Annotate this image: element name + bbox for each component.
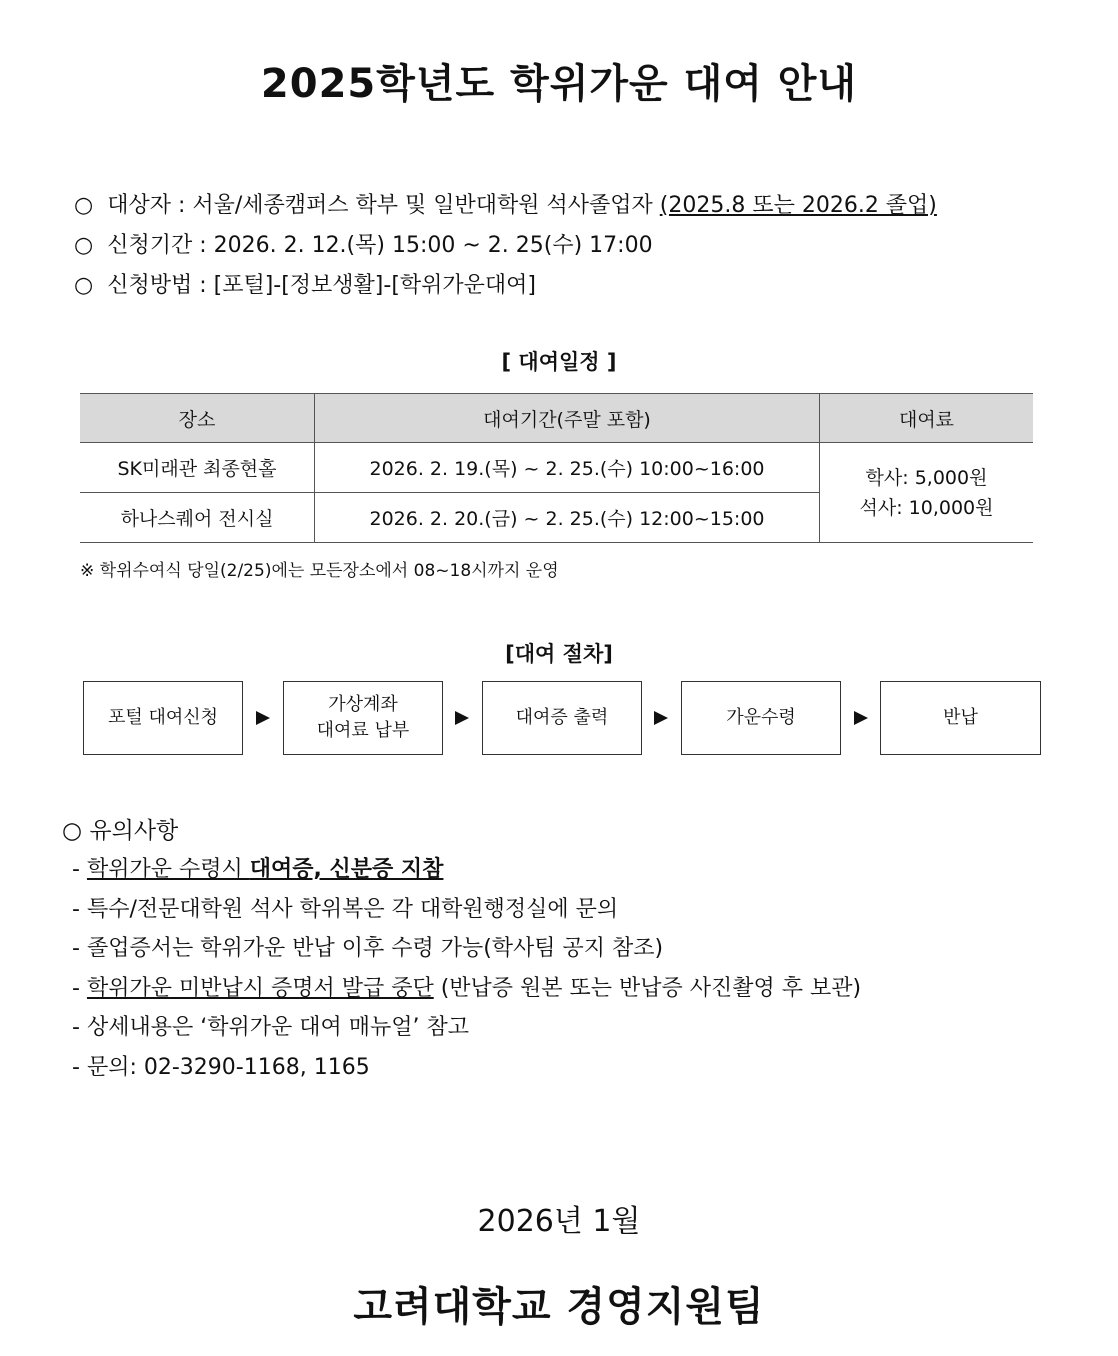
method-text: 신청방법 : [포털]-[정보생활]-[학위가운대여] [107,273,537,298]
place-cell: SK미래관 최종현홀 [80,443,315,493]
circle-bullet-icon: ○ [74,233,94,258]
circle-bullet-icon: ○ [74,273,94,298]
contact-text: 문의: 02-3290-1168, 1165 [86,1055,370,1080]
header-place: 장소 [80,394,315,443]
caution-text: 상세내용은 ‘학위가운 대여 매뉴얼’ 참고 [86,1015,469,1040]
caution-item [72,852,443,883]
caution-text: (반납증 원본 또는 반납증 사진촬영 후 보관) [433,976,862,1001]
step-portal-apply [83,681,243,755]
table-header-row [80,394,1033,443]
target-graduation-period: (2025.8 또는 2026.2 졸업) [659,193,937,218]
schedule-title: [ 대여일정 ] [501,350,617,374]
caution-item [72,1050,370,1081]
caution-underlined: 학위가운 미반납시 증명서 발급 중단 [86,976,434,1001]
period-cell: 2026. 2. 20.(금) ~ 2. 25.(수) 12:00~15:00 [315,493,820,543]
header-fee: 대여료 [820,394,1034,443]
schedule-note: ※ 학위수여식 당일(2/25)에는 모든장소에서 08~18시까지 운영 [80,561,559,581]
caution-text [87,857,443,882]
info-period [74,228,653,259]
step-label: 가상계좌 [328,694,398,715]
caution-plain: 학위가운 수령시 [86,857,250,882]
cautions-header: ○ 유의사항 [62,818,179,844]
caution-text: 졸업증서는 학위가운 반납 이후 수령 가능(학사팀 공지 참조) [86,936,664,961]
step-label: 반납 [943,707,978,728]
organization-name: 고려대학교 경영지원팀 [353,1284,765,1330]
period-cell: 2026. 2. 19.(목) ~ 2. 25.(수) 10:00~16:00 [315,443,820,493]
arrow-right-icon [851,708,871,728]
arrow-right-icon [253,708,273,728]
arrow-right-icon [452,708,472,728]
step-label: 대여증 출력 [515,707,609,728]
schedule-table [80,393,1033,543]
step-label: 가운수령 [726,707,796,728]
step-label: 포털 대여신청 [107,707,219,728]
dash-bullet: - [72,857,80,882]
circle-bullet-icon: ○ [74,193,94,218]
document-title: 2025학년도 학위가운 대여 안내 [260,61,858,107]
step-return [880,681,1041,755]
table-row [80,443,1033,493]
dash-bullet: - [72,1015,80,1040]
target-text: 대상자 : 서울/세종캠퍼스 학부 및 일반대학원 석사졸업자 [107,193,660,218]
fee-master: 석사: 10,000원 [859,496,994,519]
fee-bachelor: 학사: 5,000원 [865,466,988,489]
step-receive-gown [681,681,841,755]
procedure-title: [대여 절차] [505,642,613,666]
caution-text: 특수/전문대학원 석사 학위복은 각 대학원행정실에 문의 [86,897,619,922]
place-cell: 하나스퀘어 전시실 [80,493,315,543]
issue-date: 2026년 1월 [477,1204,641,1239]
caution-item [72,971,861,1002]
period-text: 신청기간 : 2026. 2. 12.(목) 15:00 ~ 2. 25(수) 17:00 [107,233,653,258]
dash-bullet: - [72,936,80,961]
arrow-right-icon [651,708,671,728]
fee-cell [820,443,1034,543]
dash-bullet: - [72,897,80,922]
caution-item [72,892,618,923]
caution-item [72,1010,469,1041]
caution-bold: 대여증, 신분증 지참 [249,857,444,882]
step-virtual-account-payment [283,681,443,755]
step-print-rental-ticket [482,681,642,755]
info-method [74,268,536,299]
header-period: 대여기간(주말 포함) [315,394,820,443]
step-label: 대여료 납부 [316,720,410,741]
info-target [74,188,937,219]
dash-bullet: - [72,1055,80,1080]
dash-bullet: - [72,976,80,1001]
caution-item [72,931,663,962]
